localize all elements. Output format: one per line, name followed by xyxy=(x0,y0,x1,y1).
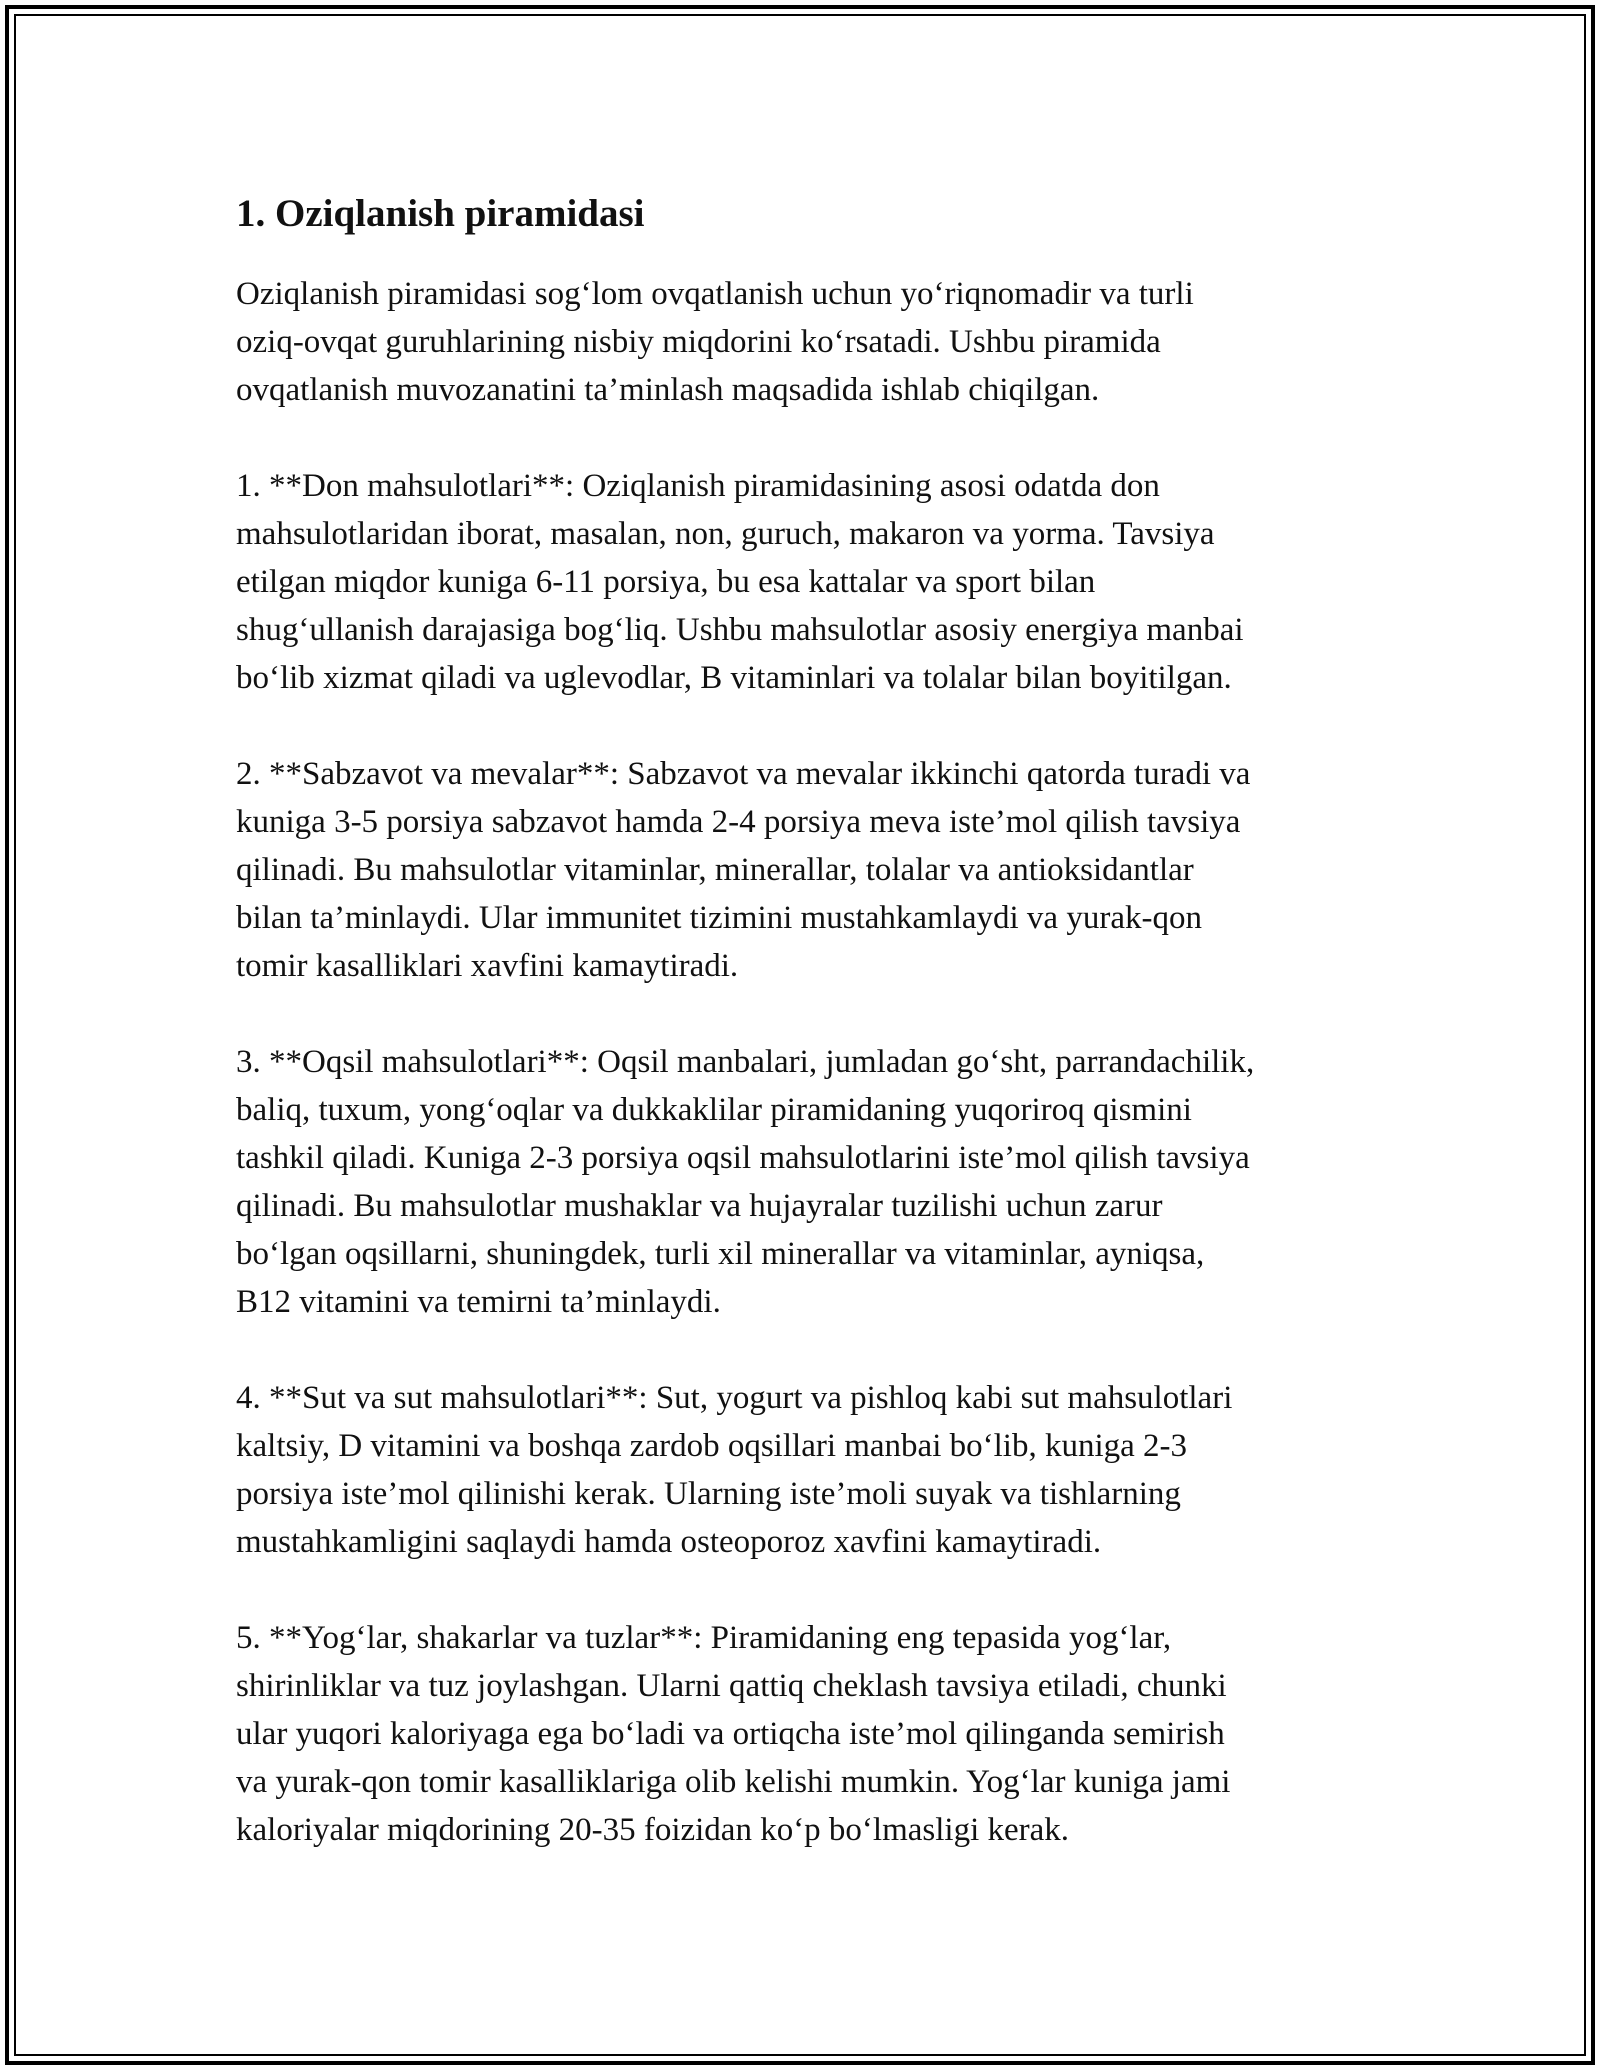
section-heading: 1. Oziqlanish piramidasi xyxy=(236,192,645,235)
paragraph-line: qilinadi. Bu mahsulotlar vitaminlar, minerallar, tolalar va antioksidantlar xyxy=(236,852,1194,888)
paragraph-line: porsiya iste’mol qilinishi kerak. Ularning iste’moli suyak va tishlarning xyxy=(236,1476,1181,1512)
paragraph-line: ular yuqori kaloriyaga ega bo‘ladi va ortiqcha iste’mol qilinganda semirish xyxy=(236,1716,1225,1752)
paragraph-line: B12 vitamini va temirni ta’minlaydi. xyxy=(236,1284,721,1320)
paragraph-line: bilan ta’minlaydi. Ular immunitet tizimini mustahkamlaydi va yurak-qon xyxy=(236,900,1202,936)
paragraph-line: bo‘lib xizmat qiladi va uglevodlar, B vitaminlari va tolalar bilan boyitilgan. xyxy=(236,660,1232,696)
intro-paragraph xyxy=(236,270,1396,414)
paragraph-line: qilinadi. Bu mahsulotlar mushaklar va hujayralar tuzilishi uchun zarur xyxy=(236,1188,1163,1224)
paragraph-line: 3. **Oqsil mahsulotlari**: Oqsil manbalari, jumladan go‘sht, parrandachilik, xyxy=(236,1044,1255,1080)
paragraph-line: 2. **Sabzavot va mevalar**: Sabzavot va mevalar ikkinchi qatorda turadi va xyxy=(236,756,1251,792)
paragraph-line: kaltsiy, D vitamini va boshqa zardob oqsillari manbai bo‘lib, kuniga 2-3 xyxy=(236,1428,1188,1464)
fats-sugars-salts-paragraph xyxy=(236,1614,1396,1854)
paragraph-line: ovqatlanish muvozanatini ta’minlash maqsadida ishlab chiqilgan. xyxy=(236,372,1100,408)
dairy-paragraph xyxy=(236,1374,1396,1566)
paragraph-line: va yurak-qon tomir kasalliklariga olib kelishi mumkin. Yog‘lar kuniga jami xyxy=(236,1764,1231,1800)
document-body xyxy=(236,186,1396,1902)
paragraph-line: oziq-ovqat guruhlarining nisbiy miqdorini ko‘rsatadi. Ushbu piramida xyxy=(236,324,1161,360)
paragraph-line: shirinliklar va tuz joylashgan. Ularni qattiq cheklash tavsiya etiladi, chunki xyxy=(236,1668,1227,1704)
paragraph-line: 1. **Don mahsulotlari**: Oziqlanish piramidasining asosi odatda don xyxy=(236,468,1160,504)
paragraph-line: etilgan miqdor kuniga 6-11 porsiya, bu esa kattalar va sport bilan xyxy=(236,564,1096,600)
protein-paragraph xyxy=(236,1038,1396,1326)
paragraph-line: Oziqlanish piramidasi sog‘lom ovqatlanish uchun yo‘riqnomadir va turli xyxy=(236,276,1194,312)
paragraph-line: mustahkamligini saqlaydi hamda osteoporoz xavfini kamaytiradi. xyxy=(236,1524,1102,1560)
vegetables-fruits-paragraph xyxy=(236,750,1396,990)
paragraph-line: mahsulotlaridan iborat, masalan, non, guruch, makaron va yorma. Tavsiya xyxy=(236,516,1215,552)
grains-paragraph xyxy=(236,462,1396,702)
paragraph-line: shug‘ullanish darajasiga bog‘liq. Ushbu mahsulotlar asosiy energiya manbai xyxy=(236,612,1244,648)
paragraph-line: tashkil qiladi. Kuniga 2-3 porsiya oqsil mahsulotlarini iste’mol qilish tavsiya xyxy=(236,1140,1250,1176)
paragraph-line: tomir kasalliklari xavfini kamaytiradi. xyxy=(236,948,739,984)
paragraph-line: kaloriyalar miqdorining 20-35 foizidan ko‘p bo‘lmasligi kerak. xyxy=(236,1812,1070,1848)
paragraph-line: baliq, tuxum, yong‘oqlar va dukkaklilar piramidaning yuqoriroq qismini xyxy=(236,1092,1192,1128)
paragraph-line: bo‘lgan oqsillarni, shuningdek, turli xil minerallar va vitaminlar, ayniqsa, xyxy=(236,1236,1205,1272)
paragraph-line: 5. **Yog‘lar, shakarlar va tuzlar**: Piramidaning eng tepasida yog‘lar, xyxy=(236,1620,1172,1656)
paragraph-line: 4. **Sut va sut mahsulotlari**: Sut, yogurt va pishloq kabi sut mahsulotlari xyxy=(236,1380,1233,1416)
paragraph-line: kuniga 3-5 porsiya sabzavot hamda 2-4 porsiya meva iste’mol qilish tavsiya xyxy=(236,804,1241,840)
